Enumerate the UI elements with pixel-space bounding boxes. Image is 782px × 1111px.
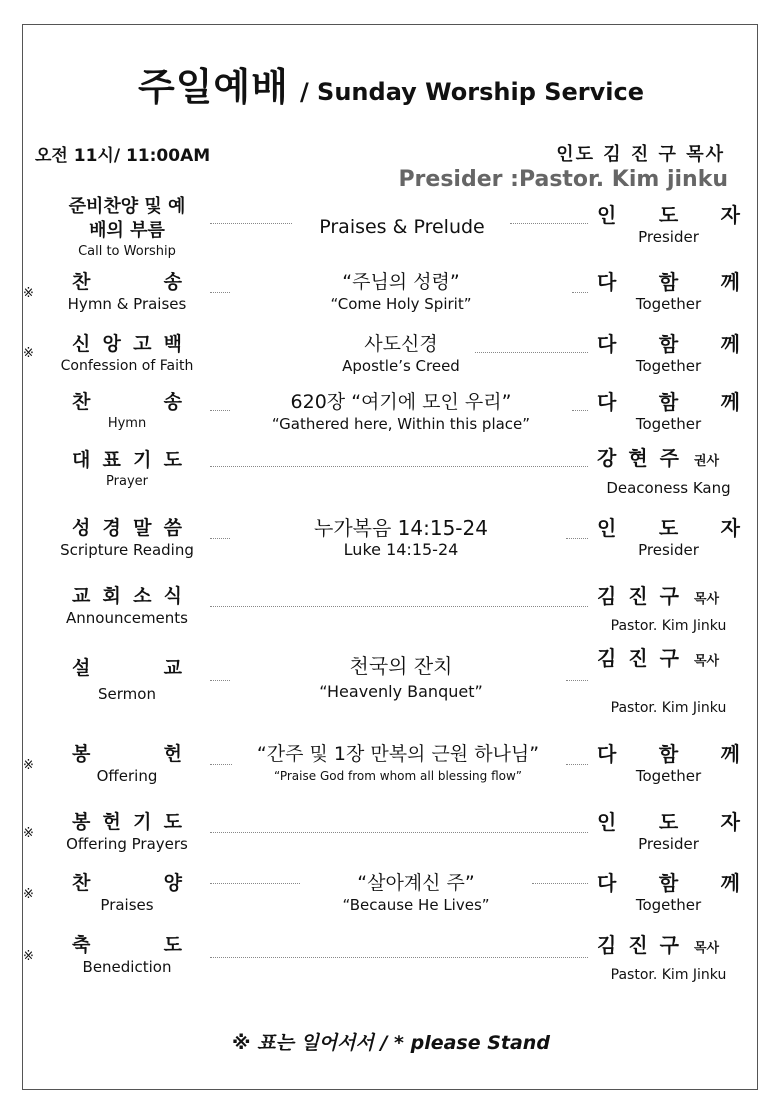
title-english: / Sunday Worship Service <box>299 78 644 106</box>
item-korean: 준비찬양 및 예배의 부름 <box>68 196 186 241</box>
item-korean: 찬 양 <box>72 872 182 894</box>
item-leader: 김 진 구 목사 <box>597 584 720 608</box>
item-leader-english: Together <box>635 295 702 313</box>
item-english: Praises <box>100 896 154 914</box>
presider-korean: 인도 김 진 구 목사 <box>556 144 725 165</box>
item-korean: 봉 헌 기 도 <box>72 811 182 833</box>
item-detail-english: “Because He Lives” <box>342 896 490 914</box>
item-korean: 신 앙 고 백 <box>72 333 182 355</box>
item-detail: 천국의 잔치 <box>349 654 453 678</box>
item-detail-english: Luke 14:15-24 <box>343 540 459 559</box>
page-title <box>0 56 782 111</box>
stand-mark: ※ <box>23 949 34 964</box>
item-leader-english: Together <box>635 896 702 914</box>
item-english: Offering <box>96 767 158 785</box>
stand-mark: ※ <box>23 286 34 301</box>
stand-note: ※ 표는 일어서서 / * please Stand <box>232 1032 550 1054</box>
item-detail-english: “Praise God from whom all blessing flow” <box>274 769 522 783</box>
item-leader: 강 현 주 권사 <box>597 446 720 470</box>
item-korean: 교 회 소 식 <box>72 585 182 607</box>
item-english: Announcements <box>66 609 188 627</box>
item-leader: 다 함 께 <box>597 390 740 414</box>
item-detail-english: Apostle’s Creed <box>342 357 460 375</box>
item-leader-english: Pastor. Kim Jinku <box>610 967 727 983</box>
item-leader: 다 함 께 <box>597 742 740 766</box>
stand-mark: ※ <box>23 758 34 773</box>
item-detail: “간주 및 1장 만복의 근원 하나님” <box>256 743 540 765</box>
item-leader: 인 도 자 <box>597 203 740 227</box>
item-korean: 봉 헌 <box>72 743 182 765</box>
item-detail-english: “Heavenly Banquet” <box>319 682 483 701</box>
item-korean: 찬 송 <box>72 271 182 293</box>
item-leader-english: Together <box>635 767 702 785</box>
item-english: Offering Prayers <box>66 835 188 853</box>
item-english: Hymn & Praises <box>67 295 187 313</box>
item-leader-english: Together <box>635 415 702 433</box>
item-leader-english: Together <box>635 357 702 375</box>
item-leader-english: Presider <box>638 228 699 246</box>
item-leader-english: Pastor. Kim Jinku <box>610 700 727 716</box>
item-leader: 김 진 구 목사 <box>597 646 720 670</box>
item-leader: 인 도 자 <box>597 810 740 834</box>
item-english: Sermon <box>98 685 156 703</box>
presider-english: Presider :Pastor. Kim jinku <box>398 167 728 192</box>
item-detail: 사도신경 <box>364 333 438 355</box>
item-korean: 대 표 기 도 <box>72 449 182 471</box>
item-detail: 620장 “여기에 모인 우리” <box>290 391 512 413</box>
item-leader-english: Presider <box>638 835 699 853</box>
item-english: Call to Worship <box>78 244 176 259</box>
item-korean: 축 도 <box>72 934 182 956</box>
item-detail-english: “Come Holy Spirit” <box>330 295 472 313</box>
item-korean: 성 경 말 씀 <box>72 517 182 539</box>
item-english: Benediction <box>82 958 172 976</box>
item-korean: 찬 송 <box>72 391 182 413</box>
title-korean: 주일예배 <box>138 65 289 109</box>
item-english: Prayer <box>106 474 148 489</box>
item-leader: 인 도 자 <box>597 516 740 540</box>
item-detail: “살아계신 주” <box>357 872 475 894</box>
item-detail-english: “Gathered here, Within this place” <box>271 415 531 433</box>
item-english: Scripture Reading <box>60 541 194 559</box>
item-english: Hymn <box>107 416 147 431</box>
stand-mark: ※ <box>23 826 34 841</box>
service-time: 오전 11시/ 11:00AM <box>35 146 211 166</box>
item-detail: 누가복음 14:15-24 <box>314 516 488 540</box>
item-leader: 다 함 께 <box>597 270 740 294</box>
item-leader-english: Presider <box>638 541 699 559</box>
item-detail: “주님의 성령” <box>342 271 460 293</box>
item-leader-english: Pastor. Kim Jinku <box>610 618 727 634</box>
stand-mark: ※ <box>23 887 34 902</box>
item-leader-english: Deaconess Kang <box>606 479 731 497</box>
item-leader: 다 함 께 <box>597 332 740 356</box>
item-korean: 설 교 <box>72 657 182 679</box>
item-detail: Praises & Prelude <box>319 216 485 238</box>
stand-mark: ※ <box>23 346 34 361</box>
item-english: Confession of Faith <box>60 358 194 374</box>
item-leader: 다 함 께 <box>597 871 740 895</box>
item-leader: 김 진 구 목사 <box>597 933 720 957</box>
